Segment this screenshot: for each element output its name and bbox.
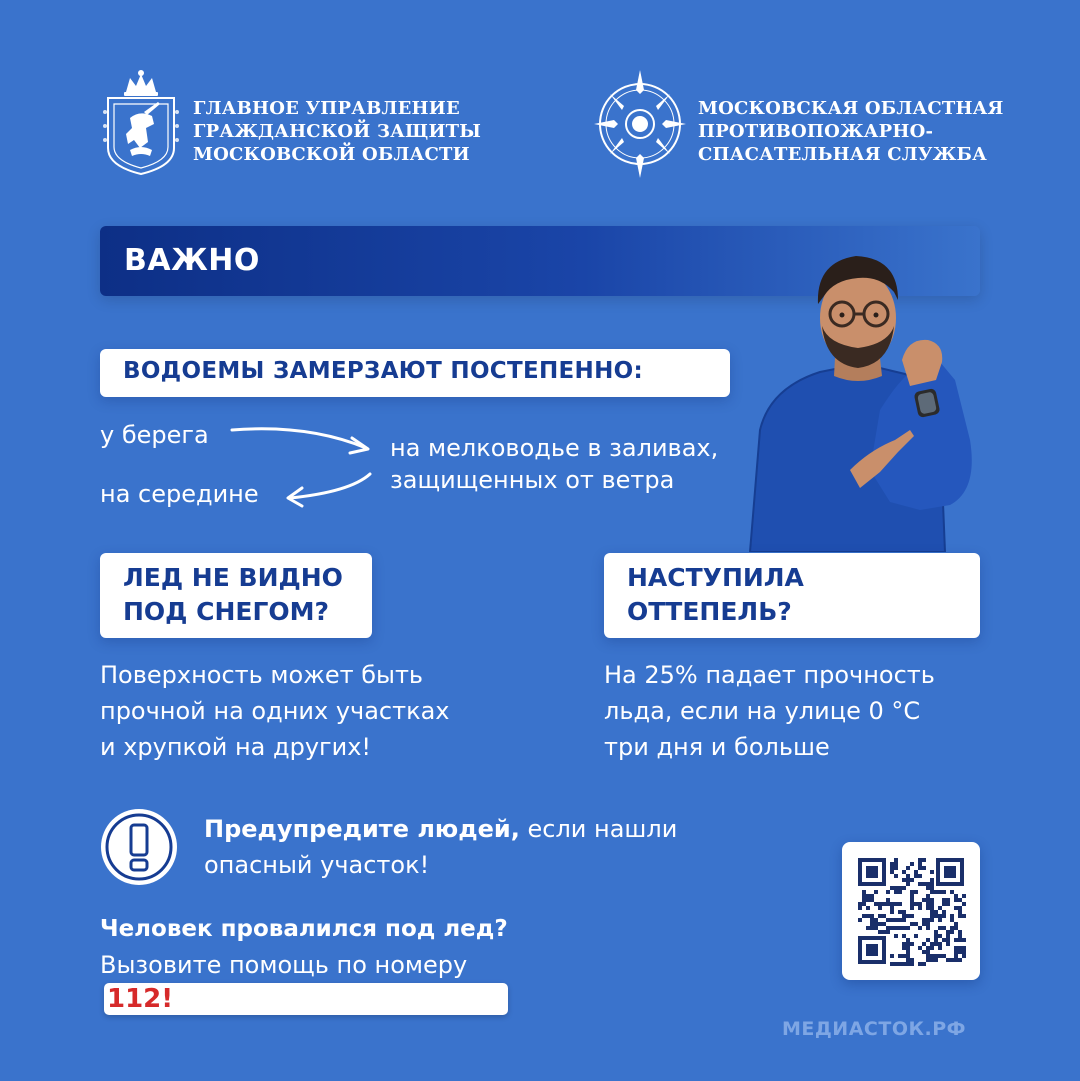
man-pointing-at-watch-illustration bbox=[730, 240, 990, 552]
freezing-heading: ВОДОЕМЫ ЗАМЕРЗАЮТ ПОСТЕПЕННО: bbox=[123, 358, 643, 384]
freezing-shallow-line-2: защищенных от ветра bbox=[390, 466, 675, 494]
snow-heading-line-2: ПОД СНЕГОМ? bbox=[123, 597, 330, 626]
right-org-name bbox=[698, 97, 1004, 166]
snow-heading-box bbox=[100, 553, 372, 638]
footer-site[interactable]: МЕДИАСТОК.РФ bbox=[782, 1018, 966, 1040]
right-org-line-1: МОСКОВСКАЯ ОБЛАСТНАЯ bbox=[698, 98, 1004, 119]
emergency-text bbox=[100, 911, 508, 1015]
snow-text-line-3: и хрупкой на других! bbox=[100, 733, 372, 761]
qr-code-icon[interactable] bbox=[842, 842, 980, 980]
left-org-line-3: МОСКОВСКОЙ ОБЛАСТИ bbox=[193, 144, 470, 165]
right-org-line-2: ПРОТИВОПОЖАРНО- bbox=[698, 121, 934, 142]
thaw-heading bbox=[627, 561, 804, 629]
warning-rest: если нашли bbox=[519, 815, 678, 843]
right-org-line-3: СПАСАТЕЛЬНАЯ СЛУЖБА bbox=[698, 144, 987, 165]
qr-code-box[interactable] bbox=[842, 842, 980, 980]
snow-text-line-2: прочной на одних участках bbox=[100, 697, 450, 725]
thaw-text-line-2: льда, если на улице 0 °С bbox=[604, 697, 921, 725]
emergency-call-line bbox=[100, 947, 508, 1015]
freezing-heading-box bbox=[100, 349, 730, 397]
freezing-shore-text: у берега bbox=[100, 421, 209, 449]
left-org-line-1: ГЛАВНОЕ УПРАВЛЕНИЕ bbox=[193, 98, 460, 119]
freezing-shallow-line-1: на мелководье в заливах, bbox=[390, 434, 719, 462]
snow-heading bbox=[123, 561, 343, 629]
thaw-text bbox=[604, 657, 935, 765]
warning-line-1 bbox=[204, 811, 677, 847]
thaw-heading-line-2: ОТТЕПЕЛЬ? bbox=[627, 597, 792, 626]
exclamation-circle-icon bbox=[100, 808, 178, 886]
freezing-middle-text: на середине bbox=[100, 480, 259, 508]
emergency-call: Вызовите помощь по номеру bbox=[100, 951, 468, 979]
left-org-line-2: ГРАЖДАНСКОЙ ЗАЩИТЫ bbox=[193, 121, 482, 142]
emergency-question: Человек провалился под лед? bbox=[100, 916, 508, 942]
arrow-shallow-to-middle-icon bbox=[280, 470, 375, 510]
snow-heading-line-1: ЛЕД НЕ ВИДНО bbox=[123, 563, 343, 592]
warning-bold: Предупредите людей, bbox=[204, 815, 520, 843]
moscow-oblast-coat-of-arms-icon bbox=[100, 68, 182, 176]
freezing-shallow-text bbox=[390, 432, 718, 496]
warning-text bbox=[204, 811, 677, 883]
snow-text bbox=[100, 657, 450, 765]
arrow-shore-to-shallow-icon bbox=[228, 418, 378, 458]
thaw-heading-line-1: НАСТУПИЛА bbox=[627, 563, 804, 592]
snow-text-line-1: Поверхность может быть bbox=[100, 661, 424, 689]
fire-rescue-service-emblem-icon bbox=[594, 68, 686, 180]
thaw-text-line-3: три дня и больше bbox=[604, 733, 830, 761]
thaw-text-line-1: На 25% падает прочность bbox=[604, 661, 935, 689]
banner-title: ВАЖНО bbox=[124, 243, 260, 278]
thaw-heading-box bbox=[604, 553, 980, 638]
left-org-name bbox=[193, 97, 481, 166]
warning-line-2: опасный участок! bbox=[204, 851, 430, 879]
emergency-number-badge: 112! bbox=[104, 983, 508, 1015]
